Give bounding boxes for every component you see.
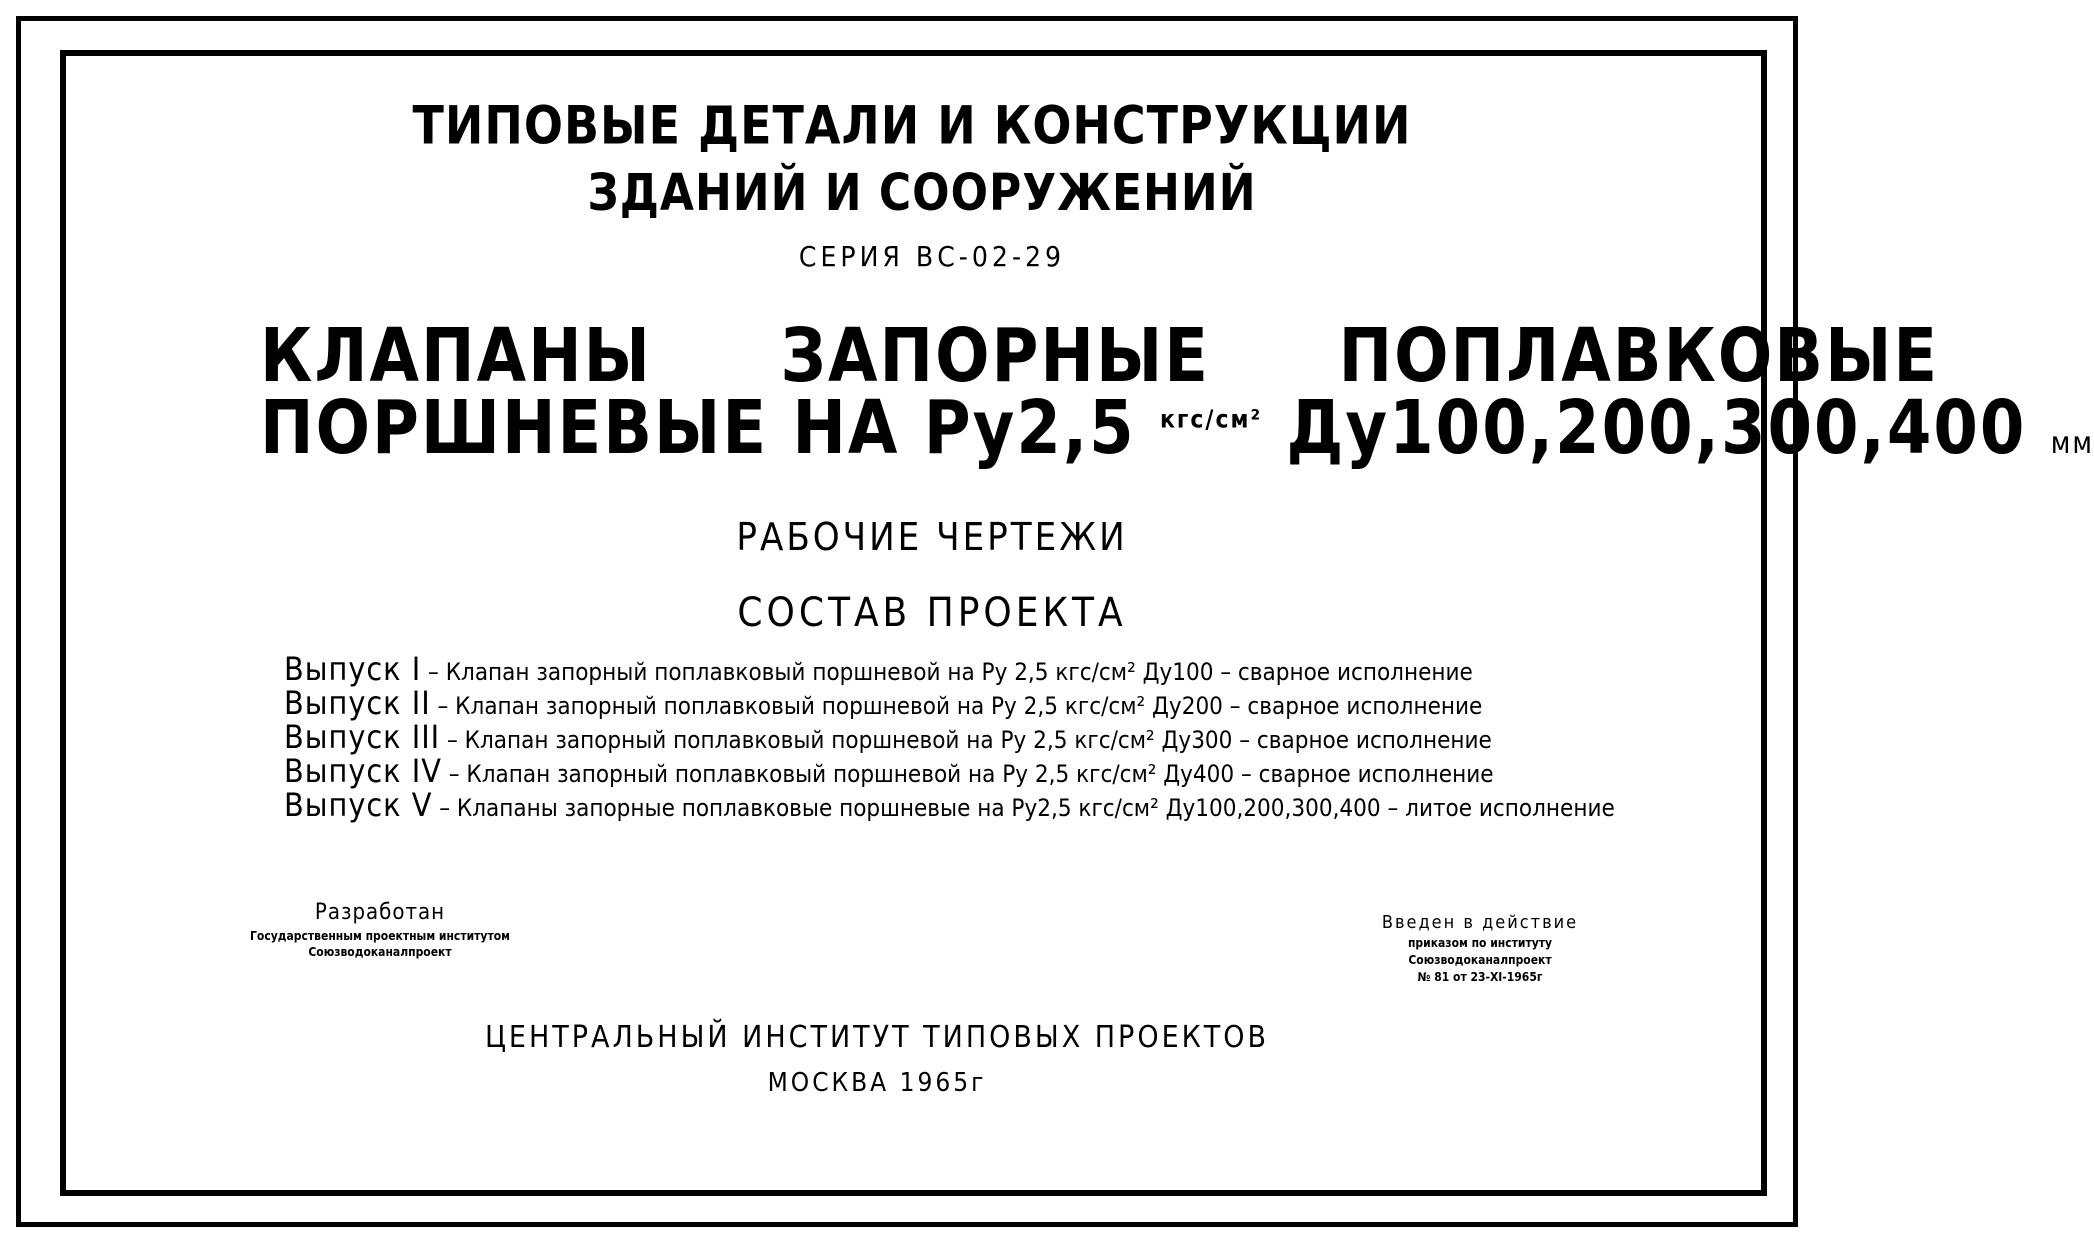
header-line-2: ЗДАНИЙ И СООРУЖЕНИЙ bbox=[587, 164, 1257, 223]
issue-item bbox=[284, 720, 1615, 754]
issue-label: Выпуск I bbox=[284, 650, 422, 688]
introduced-block bbox=[1330, 912, 1630, 984]
title-word-2: ЗАПОРНЫЕ bbox=[780, 314, 1210, 400]
issue-label: Выпуск V bbox=[284, 786, 433, 824]
introduced-line-2: Союзводоканалпроект bbox=[1408, 953, 1552, 967]
title-mm-unit: мм bbox=[2050, 426, 2094, 462]
introduced-title: Введен в действие bbox=[1381, 912, 1579, 933]
developer-line-1: Государственным проектным институтом bbox=[250, 929, 510, 943]
project-composition-label: СОСТАВ ПРОЕКТА bbox=[737, 590, 1127, 636]
issue-text: – Клапан запорный поплавковый поршневой на Ру 2,5 кгс/см² Ду200 – сварное исполнение bbox=[437, 692, 1483, 720]
issue-item bbox=[284, 686, 1615, 720]
issue-label: Выпуск IV bbox=[284, 752, 442, 790]
institute-name: ЦЕНТРАЛЬНЫЙ ИНСТИТУТ ТИПОВЫХ ПРОЕКТОВ bbox=[484, 1020, 1270, 1055]
developer-title: Разработан bbox=[314, 900, 446, 925]
issue-item bbox=[284, 652, 1615, 686]
issue-text: – Клапан запорный поплавковый поршневой на Ру 2,5 кгс/см² Ду400 – сварное исполнение bbox=[448, 760, 1494, 788]
issues-list bbox=[284, 652, 1615, 822]
introduced-line-1: приказом по институту bbox=[1407, 936, 1553, 950]
issue-label: Выпуск II bbox=[284, 684, 431, 722]
title-word-1: КЛАПАНЫ bbox=[260, 314, 652, 400]
city-year: МОСКВА 1965г bbox=[767, 1068, 987, 1098]
issue-text: – Клапан запорный поплавковый поршневой на Ру 2,5 кгс/см² Ду300 – сварное исполнение bbox=[447, 726, 1492, 754]
title-pressure-unit: кгс/см² bbox=[1159, 405, 1263, 435]
header-line-1: ТИПОВЫЕ ДЕТАЛИ И КОНСТРУКЦИИ bbox=[412, 93, 1412, 157]
introduced-line-3: № 81 от 23-XI-1965г bbox=[1417, 970, 1543, 984]
issue-label: Выпуск III bbox=[284, 718, 441, 756]
title-pressure: ПОРШНЕВЫЕ НА Ру2,5 bbox=[260, 386, 1136, 472]
developer-line-2: Союзводоканалпроект bbox=[308, 945, 452, 959]
issue-text: – Клапаны запорные поплавковые поршневые на Ру2,5 кгс/см² Ду100,200,300,400 – литое исполнение bbox=[439, 794, 1615, 822]
issue-text: – Клапан запорный поплавковый поршневой на Ру 2,5 кгс/см² Ду100 – сварное исполнение bbox=[428, 658, 1473, 686]
issue-item bbox=[284, 788, 1615, 822]
title-word-3: ПОПЛАВКОВЫЕ bbox=[1338, 314, 1940, 400]
main-title-line-2 bbox=[260, 386, 2094, 471]
developer-block bbox=[200, 900, 560, 959]
series-label: СЕРИЯ ВС-02-29 bbox=[798, 240, 1066, 273]
working-drawings-label: РАБОЧИЕ ЧЕРТЕЖИ bbox=[736, 515, 1128, 559]
issue-item bbox=[284, 754, 1615, 788]
title-diameters: Ду100,200,300,400 bbox=[1286, 386, 2027, 472]
